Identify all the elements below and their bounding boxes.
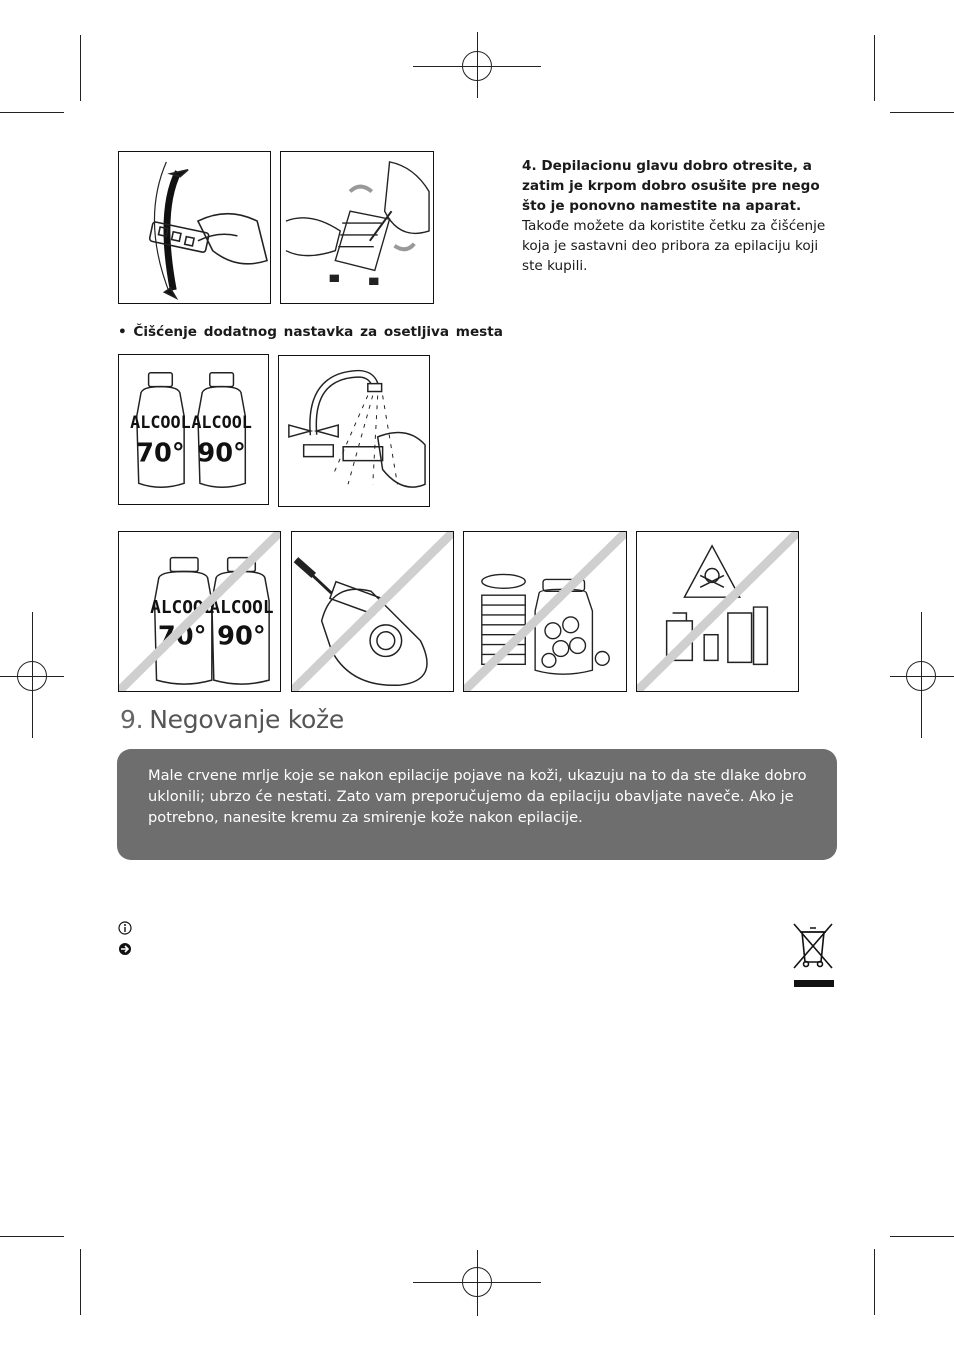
crossed-out-bin-icon: [792, 922, 834, 988]
section-title: [120, 705, 344, 734]
bottle-right-value: 90°: [197, 438, 246, 469]
step-4-text: [522, 156, 842, 276]
prohibited-chemicals: [636, 531, 799, 692]
illustration-brush-head: [280, 151, 434, 304]
step-4-normal: Takođe možete da koristite četku za čišćenje koja je sastavni deo pribora za epilaciju koji ste kupili.: [522, 218, 826, 274]
section-number: 9.: [120, 705, 144, 734]
crop-mark: [80, 35, 81, 101]
prohibited-abrasives: [463, 531, 627, 692]
illustration-alcohol-bottles: [118, 354, 269, 505]
crop-mark: [80, 1249, 81, 1315]
bottle-left-label: ALCOOL: [130, 412, 191, 433]
registration-circle: [17, 661, 47, 691]
bottle-right-label: ALCOOL: [191, 412, 252, 433]
arrow-right-icon: [118, 941, 132, 955]
registration-circle: [462, 51, 492, 81]
prohibited-bottle-value-right: 90°: [217, 621, 266, 652]
skin-care-text: Male crvene mrlje koje se nakon epilacije pojave na koži, ukazuju na to da ste dlake dobro uklonili; ubrzo će nestati. Zato vam preporučujemo da epilaciju obavljate naveče. Ako je potrebno, nanesite kremu za smirenje kože nakon epilacije.: [148, 767, 807, 826]
illustration-shake-head: [118, 151, 271, 304]
cleaning-heading: • Čišćenje dodatnog nastavka za osetljiva mesta: [118, 324, 503, 340]
crop-mark: [0, 112, 64, 113]
crop-mark: [874, 1249, 875, 1315]
crop-mark: [874, 35, 875, 101]
step-4-bold: 4. Depilacionu glavu dobro otresite, a zatim je krpom dobro osušite pre nego što je ponovno namestite na aparat.: [522, 158, 820, 214]
prohibited-bottle-value-left: 70°: [157, 621, 207, 652]
registration-circle: [462, 1267, 492, 1297]
crop-mark: [890, 112, 954, 113]
prohibited-screwdriver: [291, 531, 454, 692]
bottle-left-value: 70°: [136, 438, 185, 469]
prohibited-bottle-label-2: ALCOOL: [209, 597, 274, 618]
prohibited-bottle-label: ALCOOL: [150, 597, 215, 618]
crop-mark: [890, 1236, 954, 1237]
crop-mark: [0, 1236, 64, 1237]
registration-circle: [906, 661, 936, 691]
prohibited-alcohol: [118, 531, 281, 692]
info-icon: [118, 920, 132, 934]
skin-care-panel: [117, 749, 837, 860]
section-title-text: Negovanje kože: [149, 705, 344, 734]
illustration-rinse-tap: [278, 355, 430, 507]
